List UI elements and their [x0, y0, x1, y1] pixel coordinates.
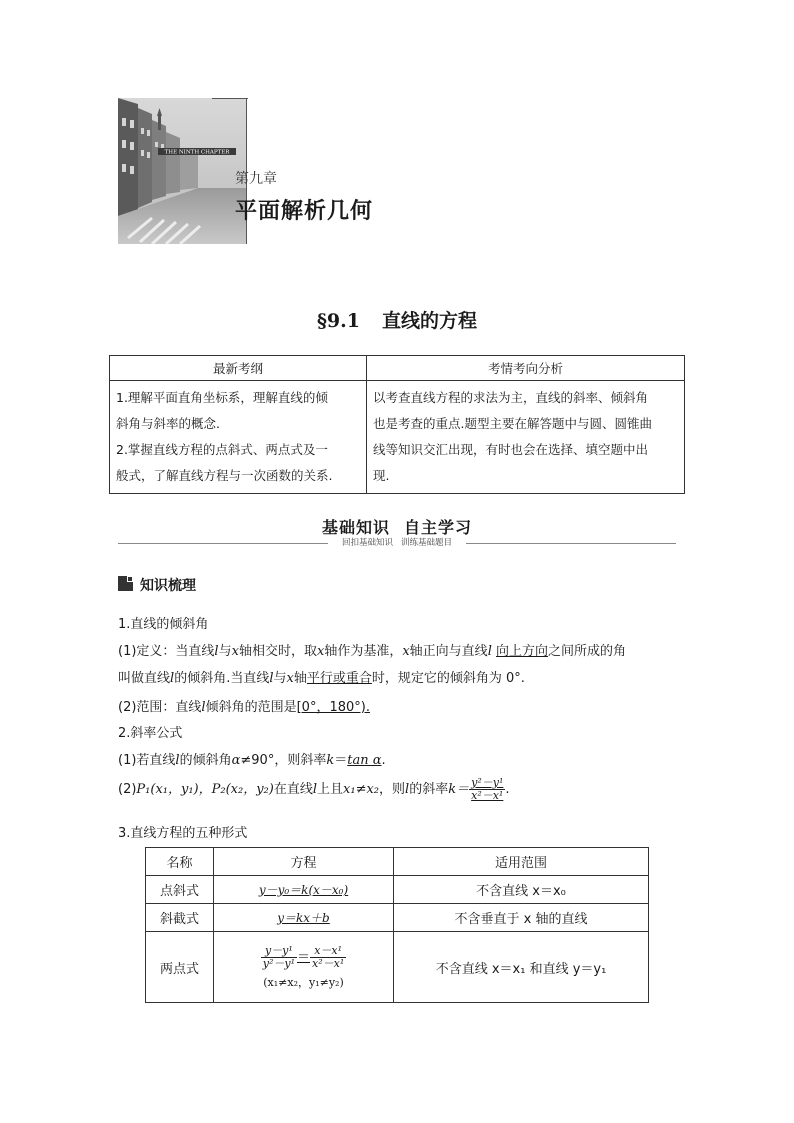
section-name: 直线的方程 — [381, 310, 477, 332]
banner-subtitle — [0, 536, 794, 548]
banner-sub-a: 回扣基础知识 — [341, 538, 393, 548]
section-number: §9.1 — [316, 310, 360, 332]
table-row — [146, 904, 649, 932]
knowledge-heading: 知识梳理 — [140, 578, 196, 594]
form-name: 点斜式 — [146, 876, 214, 904]
table-header: 方程 — [214, 848, 394, 876]
analysis-line: 以考查直线方程的求法为主，直线的斜率、倾斜角 — [373, 390, 649, 405]
table-header: 最新考纲 — [110, 356, 367, 381]
form-equation: $\frac{\text{y－y¹}}{\text{y²－y¹}}$ ＝ $\frac{\text{x－x¹}}{\text{x²－x¹}}$ (x₁≠x₂，y₁≠y₂) — [214, 932, 394, 1003]
form-scope: 不含直线 x＝x₁ 和直线 y＝y₁ — [394, 932, 649, 1003]
s1-definition-line2: 叫做直线l的倾斜角.当直线l与x轴平行或重合时，规定它的倾斜角为 0°. — [118, 671, 525, 686]
s1-range: (2)范围：直线l倾斜角的范围是[0°，180°). — [118, 700, 370, 715]
slope-fraction: $\frac{\text{y²－y¹}}{\text{x²－x¹}}$ — [471, 776, 504, 802]
table-row — [146, 876, 649, 904]
syllabus-line: 1.理解平面直角坐标系，理解直线的倾 — [116, 390, 328, 405]
banner-sub-b: 训练基础题目 — [401, 538, 453, 548]
s2-title: 2.斜率公式 — [118, 726, 183, 741]
banner-title — [0, 515, 794, 538]
analysis-line: 也是考查的重点.题型主要在解答题中与圆、圆锥曲 — [373, 416, 652, 431]
analysis-line: 现. — [373, 468, 390, 483]
banner-title-b: 自主学习 — [404, 518, 473, 537]
chapter-frame-line — [212, 98, 248, 99]
table-header: 名称 — [146, 848, 214, 876]
form-equation: y＝kx＋b — [214, 904, 394, 932]
answer-blank: tan α — [347, 753, 382, 768]
form-scope: 不含直线 x＝x₀ — [394, 876, 649, 904]
table-header: 适用范围 — [394, 848, 649, 876]
street-photo-illustration — [118, 98, 246, 244]
form-equation: y－y₀＝k(x－x₀) — [214, 876, 394, 904]
analysis-cell — [367, 381, 685, 494]
s3-title: 3.直线方程的五种形式 — [118, 826, 248, 841]
analysis-line: 线等知识交汇出现，有时也会在选择、填空题中出 — [373, 442, 649, 457]
answer-blank: [0°，180°). — [296, 700, 370, 715]
table-header: 考情考向分析 — [367, 356, 685, 381]
section-title — [0, 306, 794, 333]
s2-line1: (1)若直线l的倾斜角α≠90°，则斜率k＝tan α. — [118, 753, 386, 768]
form-condition: (x₁≠x₂，y₁≠y₂) — [263, 975, 344, 989]
section-marker-icon — [118, 576, 133, 591]
form-scope: 不含垂直于 x 轴的直线 — [394, 904, 649, 932]
form-name: 斜截式 — [146, 904, 214, 932]
photo-caption: THE NINTH CHAPTER — [164, 149, 230, 156]
table-row — [146, 932, 649, 1003]
exam-outline-table — [109, 355, 685, 494]
chapter-cover-photo — [118, 98, 246, 244]
syllabus-line: 2.掌握直线方程的点斜式、两点式及一 — [116, 442, 328, 457]
s1-title: 1.直线的倾斜角 — [118, 617, 209, 632]
chapter-title: 平面解析几何 — [235, 199, 374, 224]
syllabus-line: 斜角与斜率的概念. — [116, 416, 220, 431]
s2-line2: (2)P₁(x₁，y₁)，P₂(x₂，y₂)在直线l上且x₁≠x₂，则l的斜率k＝ $\frac{\text{y²－y¹}}{\text{x²－x¹}}$ . — [118, 776, 510, 802]
banner-title-a: 基础知识 — [321, 518, 390, 537]
answer-blank: 向上方向 — [496, 644, 549, 659]
s1-definition-line1: (1)定义：当直线l与x轴相交时，取x轴作为基准，x轴正向与直线l 向上方向之间所成的角 — [118, 644, 627, 659]
form-name: 两点式 — [146, 932, 214, 1003]
syllabus-cell — [110, 381, 367, 494]
answer-blank: 平行或重合 — [306, 671, 372, 686]
syllabus-line: 般式，了解直线方程与一次函数的关系. — [116, 468, 333, 483]
chapter-label: 第九章 — [235, 171, 277, 187]
line-forms-table — [145, 847, 649, 1003]
